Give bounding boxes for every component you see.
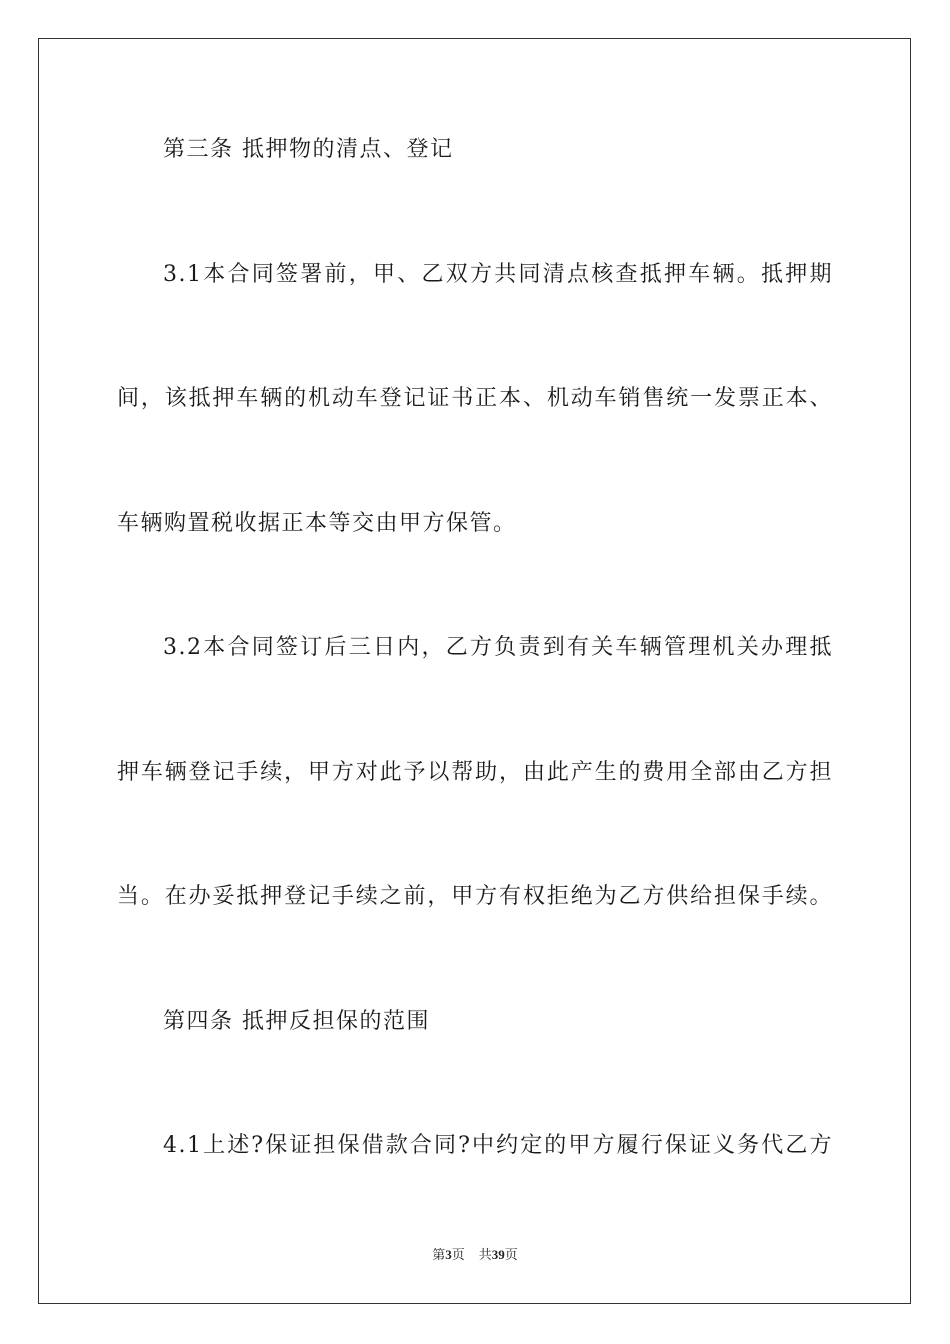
page-border: [38, 38, 911, 1304]
page-prefix: 第: [432, 1247, 446, 1262]
paragraph-line: 间，该抵押车辆的机动车登记证书正本、机动车销售统一发票正本、: [117, 386, 833, 411]
paragraph-line: 押车辆登记手续，甲方对此予以帮助，由此产生的费用全部由乙方担: [117, 760, 833, 785]
total-prefix: 共: [478, 1247, 492, 1262]
paragraph-line: 4.1上述?保证担保借款合同?中约定的甲方履行保证义务代乙方: [163, 1133, 833, 1158]
page-suffix: 页: [451, 1247, 465, 1262]
article-3-heading: 第三条 抵押物的清点、登记: [163, 137, 454, 162]
page-number: 3: [445, 1247, 452, 1262]
paragraph-line: 车辆购置税收据正本等交由甲方保管。: [117, 511, 517, 536]
paragraph-line: 3.1本合同签署前，甲、乙双方共同清点核查抵押车辆。抵押期: [163, 262, 833, 287]
total-pages: 39: [491, 1247, 505, 1262]
paragraph-line: 3.2本合同签订后三日内，乙方负责到有关车辆管理机关办理抵: [163, 635, 833, 660]
article-4-heading: 第四条 抵押反担保的范围: [163, 1009, 430, 1034]
page-footer: [0, 1247, 950, 1263]
paragraph-line: 当。在办妥抵押登记手续之前，甲方有权拒绝为乙方供给担保手续。: [117, 884, 833, 909]
total-suffix: 页: [504, 1247, 518, 1262]
